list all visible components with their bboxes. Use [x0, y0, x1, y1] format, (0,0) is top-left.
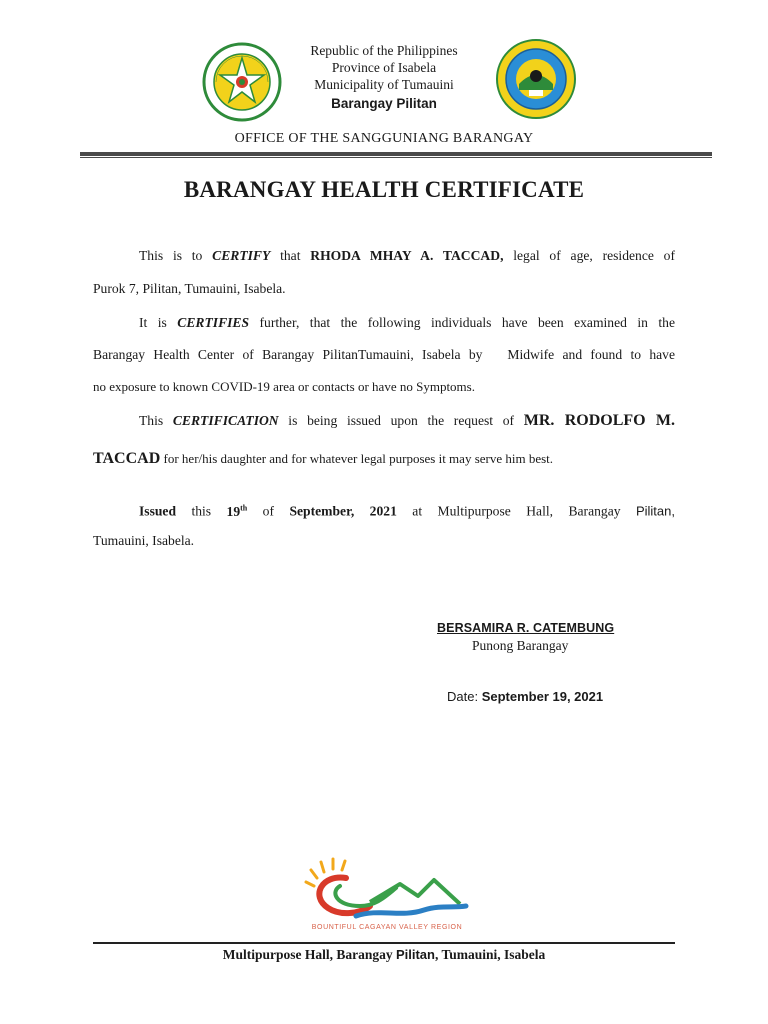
header-republic: Republic of the Philippines: [310, 43, 458, 58]
signatory-title: Punong Barangay: [472, 638, 569, 653]
para2-line1: It is CERTIFIES further, that the following individuals have been examined in the: [139, 315, 676, 330]
para1-line2: Purok 7, Pilitan, Tumauini, Isabela.: [93, 281, 286, 296]
para2-line3: no exposure to known COVID-19 area or contacts or have no Symptoms.: [93, 379, 475, 394]
region-logo-text: BOUNTIFUL CAGAYAN VALLEY REGION: [311, 924, 463, 931]
barangay-seal: [495, 38, 577, 120]
region-logo: [300, 856, 476, 924]
para1-line1: This is to CERTIFY that RHODA MHAY A. TACCAD, legal of age, residence of: [139, 248, 675, 263]
para3-line2: TACCAD for her/his daughter and for whatever legal purposes it may serve him best.: [93, 450, 554, 467]
para2-line2: Barangay Health Center of Barangay PilitanTumauini, Isabela by Midwife and found to have: [93, 347, 675, 362]
issue-date: Date: September 19, 2021: [447, 689, 604, 704]
header-barangay: Barangay Pilitan: [331, 96, 437, 111]
header-divider-thin: [80, 157, 712, 158]
header-divider: [80, 152, 712, 156]
header-province: Province of Isabela: [331, 60, 437, 75]
para4-line2: Tumauini, Isabela.: [93, 533, 195, 548]
office-title: OFFICE OF THE SANGGUNIANG BARANGAY: [234, 131, 534, 146]
para4-line1: Issued this 19th of September, 2021 at Multipurpose Hall, Barangay Pilitan,: [139, 503, 675, 519]
para3-line1: This CERTIFICATION is being issued upon the request of MR. RODOLFO M.: [139, 412, 675, 429]
footer-divider: [93, 942, 675, 944]
footer-address: Multipurpose Hall, Barangay Pilitan, Tumauini, Isabela: [222, 947, 546, 962]
header-municipality: Municipality of Tumauini: [314, 77, 454, 92]
document-title: BARANGAY HEALTH CERTIFICATE: [183, 177, 585, 202]
signatory-name: BERSAMIRA R. CATEMBUNG: [437, 621, 615, 635]
